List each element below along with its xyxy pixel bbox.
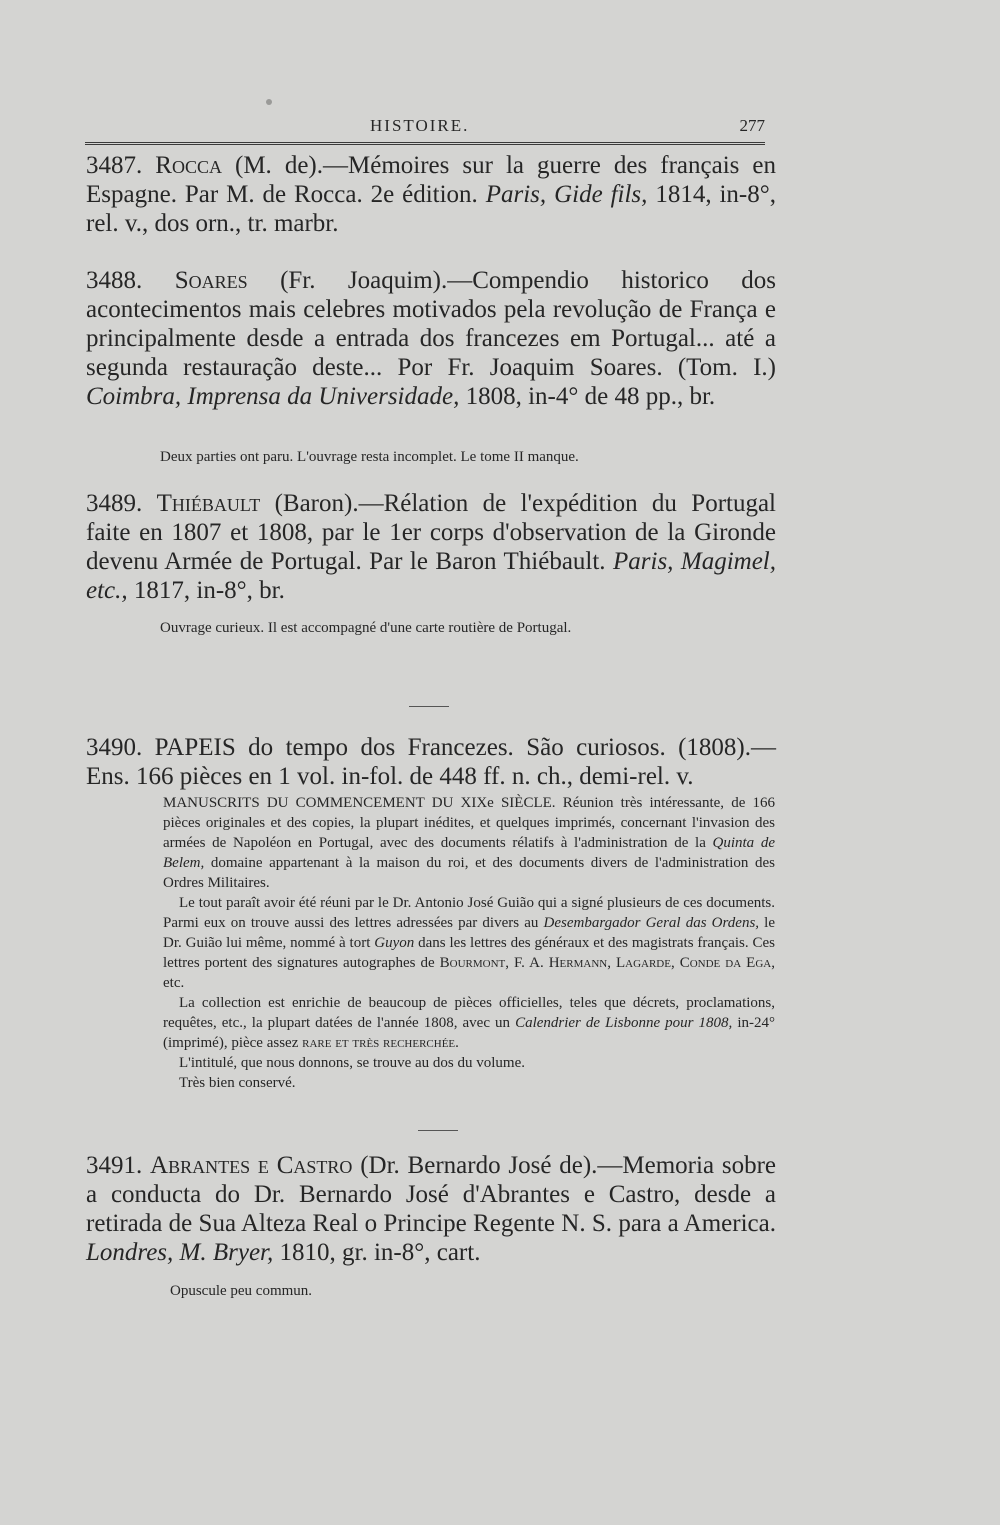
entry-dash: —	[358, 490, 384, 517]
entry-3487	[86, 151, 776, 238]
entry-collation: 1808, in-4° de 48 pp., br.	[459, 383, 716, 410]
entry-number: 3489.	[86, 490, 143, 517]
entry-imprint: Paris, Gide fils,	[485, 181, 648, 208]
entry-author-suffix: (Baron).	[260, 490, 359, 517]
entry-title: Rélation de l'expédition du Portugal faite en 1807 et 1808, par le 1er corps d'observation de la Gironde devenu Armée de Portugal. Par le Baron Thiébault.	[86, 490, 777, 575]
entry-author-suffix: (M. de).	[221, 152, 323, 179]
entry-dash: —	[447, 267, 473, 294]
entry-author: Rocca	[155, 152, 222, 179]
entry-author-suffix: (Fr. Joaquim).	[247, 267, 448, 294]
entry-dash: —	[597, 1152, 623, 1179]
note-heading: MANUSCRITS DU COMMENCEMENT DU XIXe SIÈCLE.	[163, 795, 556, 811]
entry-number: 3488.	[86, 267, 143, 294]
entry-note-3491: Opuscule peu commun.	[170, 1283, 313, 1299]
entry-3489	[86, 489, 776, 605]
entry-collation: 1817, in-8°, br.	[127, 577, 285, 604]
running-header	[85, 112, 765, 145]
entry-dash: —	[323, 152, 348, 179]
ink-spot	[266, 99, 272, 105]
entry-number: 3487.	[86, 152, 143, 179]
section-divider	[418, 1130, 458, 1131]
entry-imprint: Paris, Magimel, etc.,	[86, 548, 776, 604]
section-divider	[409, 706, 449, 707]
entry-title: do tempo dos Francezes. São curiosos. (1808).— Ens. 166 pièces en 1 vol. in-fol. de 448 ff. n. ch., demi-rel. v.	[86, 734, 777, 790]
section-title: HISTOIRE.	[370, 116, 470, 135]
entry-title: Compendio historico dos acontecimentos mais celebres motivados pela revolução de França e principalmente desde a entrada dos francezes em Portugal... até a segunda restauração deste... Por Fr. Joaquim Soares. (Tom. I.)	[86, 267, 777, 381]
entry-author: PAPEIS	[154, 734, 236, 761]
entry-note-3490	[163, 793, 775, 1093]
entry-imprint: Londres, M. Bryer,	[86, 1239, 274, 1266]
entry-3490	[86, 733, 776, 791]
entry-author: Thiébault	[156, 490, 261, 517]
note-paragraph: MANUSCRITS DU COMMENCEMENT DU XIXe SIÈCLE. Réunion très intéressante, de 166 pièces originales et des copies, la plupart inédites, et quelques imprimés, concernant l'invasion des armées de Napoléon en Portugal, avec des documents rélatifs à l'administration de la Quinta de Belem, domaine appartenant à la maison du roi, et des documents divers de l'administration des Ordres Militaires.	[163, 795, 775, 891]
entry-author: Abrantes e Castro	[150, 1152, 353, 1179]
entry-imprint: Coimbra, Imprensa da Universidade,	[86, 383, 460, 410]
entry-title: Mémoires sur la guerre des français en Espagne. Par M. de Rocca. 2e édition.	[86, 152, 776, 208]
entry-collation: 1810, gr. in-8°, cart.	[273, 1239, 481, 1266]
entry-note-3489: Ouvrage curieux. Il est accompagné d'une carte routière de Portugal.	[160, 620, 572, 636]
entry-author: Soares	[174, 267, 248, 294]
entry-number: 3491.	[86, 1152, 143, 1179]
entry-title: Memoria sobre a conducta do Dr. Bernardo José d'Abrantes e Castro, desde a retirada de Sua Alteza Real o Principe Regente N. S. para a America.	[86, 1152, 776, 1237]
entry-3491	[86, 1151, 776, 1267]
entry-collation: 1814, in-8°, rel. v., dos orn., tr. marbr.	[86, 181, 776, 237]
entry-number: 3490.	[86, 734, 143, 761]
entry-note-3488: Deux parties ont paru. L'ouvrage resta incomplet. Le tome II manque.	[160, 449, 579, 465]
entry-3488	[86, 266, 776, 411]
note-paragraph: La collection est enrichie de beaucoup de pièces officielles, teles que décrets, proclamations, requêtes, etc., la plupart datées de l'année 1808, avec un Calendrier de Lisbonne pour 1808, in-24° (imprimé), pièce assez rare et très recherchée.	[163, 995, 775, 1051]
entry-author-suffix: (Dr. Bernardo José de).	[352, 1152, 598, 1179]
note-paragraph: Très bien conservé.	[179, 1075, 296, 1091]
note-paragraph: L'intitulé, que nous donnons, se trouve au dos du volume.	[179, 1055, 525, 1071]
page-number: 277	[739, 116, 765, 135]
note-paragraph: Le tout paraît avoir été réuni par le Dr. Antonio José Guião qui a signé plusieurs de ces documents. Parmi eux on trouve aussi des lettres adressées par divers au Desembargador Geral das Ordens, le Dr. Guião lui même, nommé à tort Guyon dans les lettres des généraux et des magistrats français. Ces lettres portent des signatures autographes de Bourmont, F. A. Hermann, Lagarde, Conde da Ega, etc.	[163, 895, 776, 991]
